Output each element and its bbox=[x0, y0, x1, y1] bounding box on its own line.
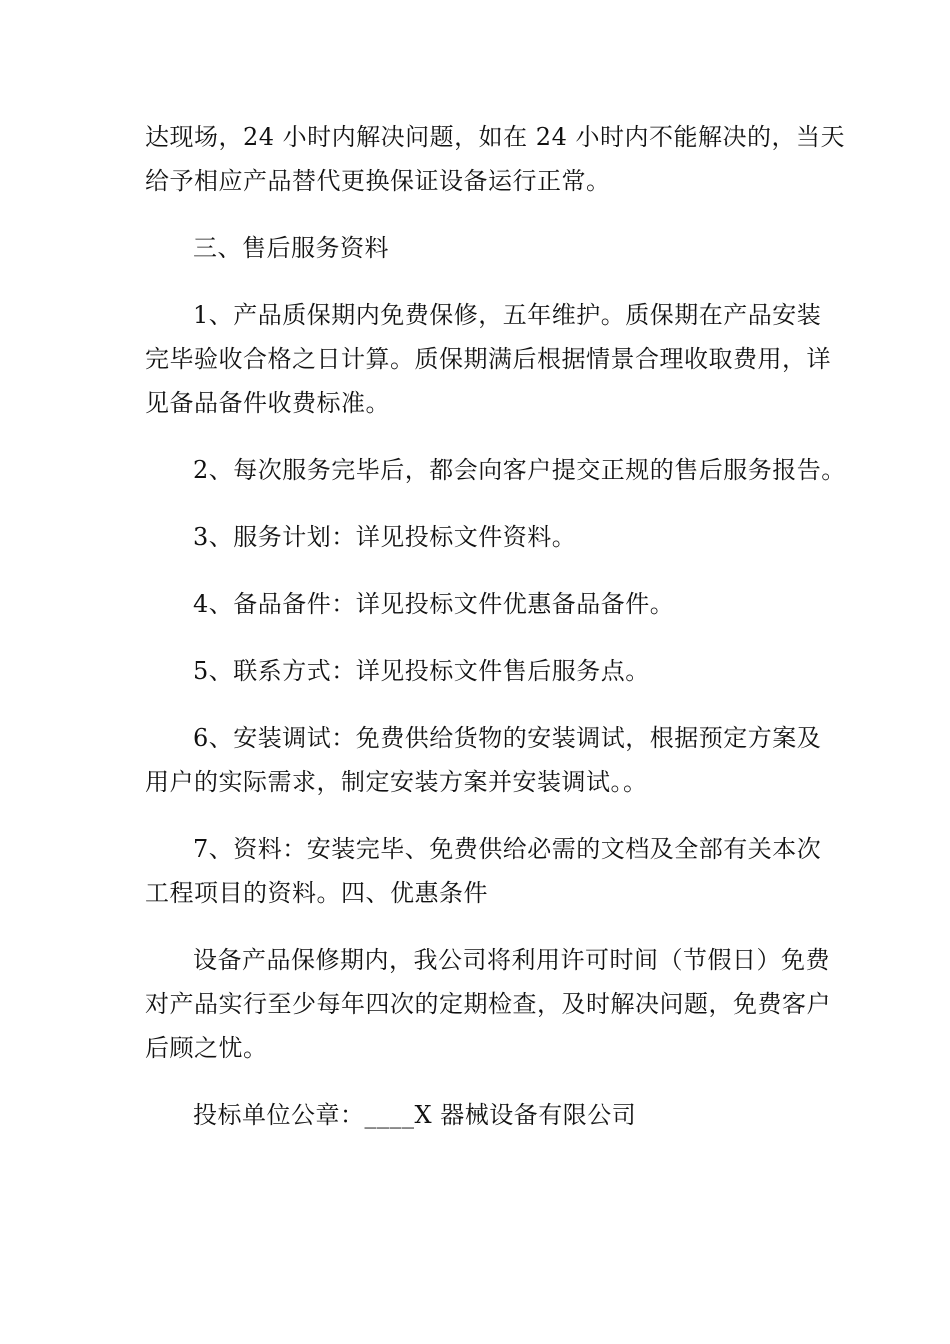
text-line: 3、服务计划：详见投标文件资料。 bbox=[193, 523, 577, 551]
list-item-documentation bbox=[145, 827, 822, 915]
list-item-spare-parts bbox=[145, 582, 810, 626]
text-line: 给予相应产品替代更换保证设备运行正常。 bbox=[145, 167, 611, 195]
paragraph-continued bbox=[145, 115, 845, 203]
text-line: 4、备品备件：详见投标文件优惠备品备件。 bbox=[193, 590, 675, 618]
text-line: 2、每次服务完毕后，都会向客户提交正规的售后服务报告。 bbox=[193, 456, 846, 484]
text-line: 后顾之忧。 bbox=[145, 1034, 268, 1062]
document-page bbox=[145, 115, 846, 1160]
text-line: 5、联系方式：详见投标文件售后服务点。 bbox=[193, 657, 650, 685]
list-item-contact bbox=[145, 649, 810, 693]
text-line: 见备品备件收费标准。 bbox=[145, 389, 390, 417]
text-line: 完毕验收合格之日计算。质保期满后根据情景合理收取费用，详 bbox=[145, 345, 831, 373]
section-heading-after-sales-materials bbox=[145, 226, 810, 270]
list-item-warranty bbox=[145, 293, 831, 425]
text-line: 用户的实际需求，制定安装方案并安装调试。。 bbox=[145, 768, 648, 796]
text-line: 1、产品质保期内免费保修，五年维护。质保期在产品安装 bbox=[193, 301, 822, 329]
text-line: 对产品实行至少每年四次的定期检查，及时解决问题，免费客户 bbox=[145, 990, 831, 1018]
discount-paragraph bbox=[145, 938, 831, 1070]
text-line: 设备产品保修期内，我公司将利用许可时间（节假日）免费 bbox=[193, 946, 830, 974]
list-item-service-plan bbox=[145, 515, 810, 559]
text-line: 三、售后服务资料 bbox=[193, 234, 389, 262]
list-item-service-report bbox=[145, 448, 846, 492]
seal-signature-line bbox=[145, 1093, 810, 1137]
text-line: 工程项目的资料。四、优惠条件 bbox=[145, 879, 488, 907]
text-line: 达现场，24 小时内解决问题，如在 24 小时内不能解决的，当天 bbox=[145, 123, 845, 151]
text-line: 7、资料：安装完毕、免费供给必需的文档及全部有关本次 bbox=[193, 835, 822, 863]
list-item-installation bbox=[145, 716, 822, 804]
text-line: 投标单位公章：____X 器械设备有限公司 bbox=[193, 1101, 637, 1129]
text-line: 6、安装调试：免费供给货物的安装调试，根据预定方案及 bbox=[193, 724, 822, 752]
